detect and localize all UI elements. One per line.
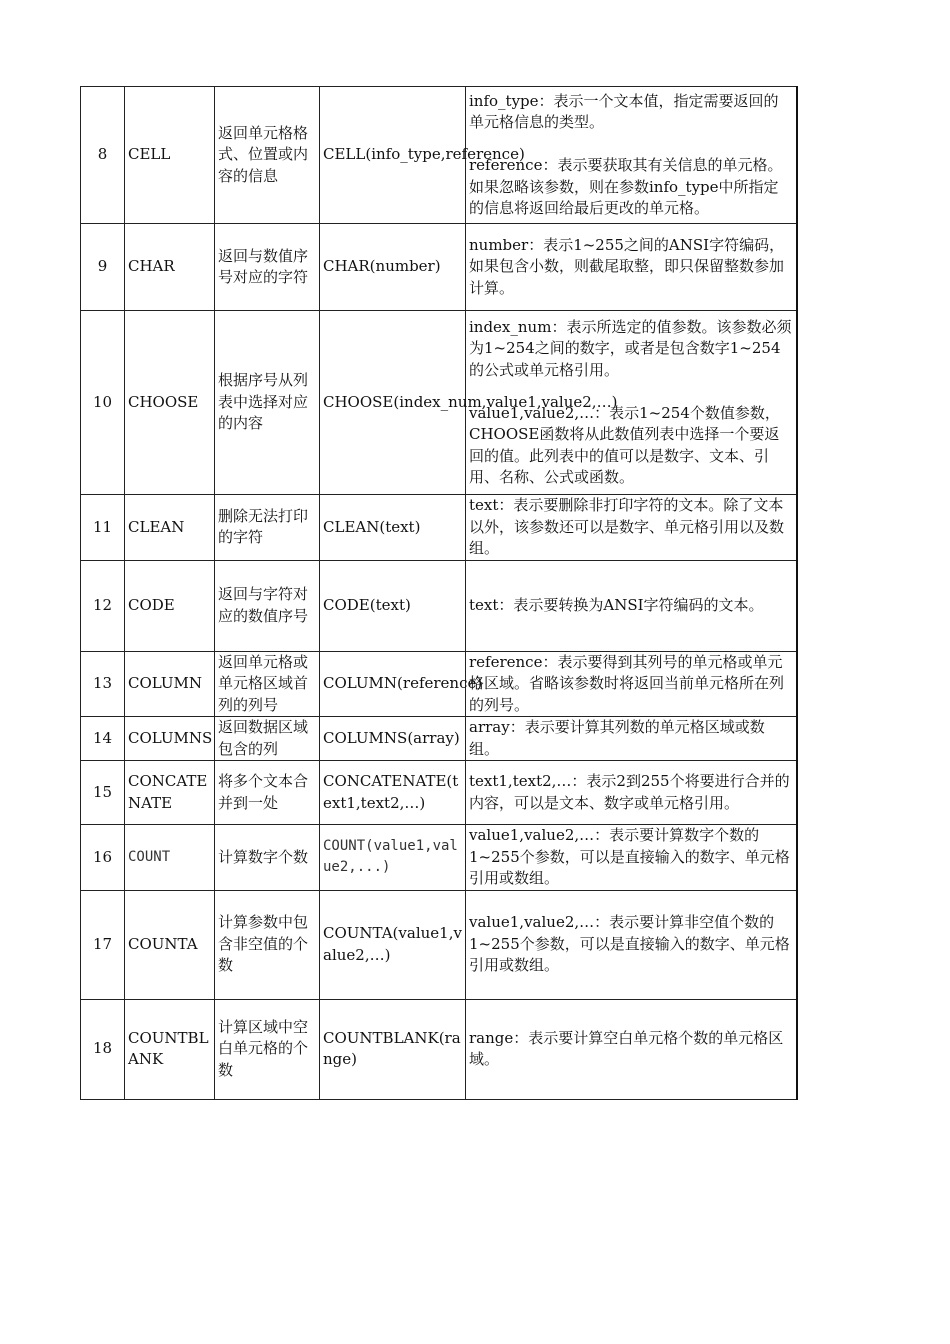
row-number: 11 xyxy=(81,495,125,561)
function-description: number：表示1~255之间的ANSI字符编码，如果包含小数，则截尾取整，即只保留整数参加计算。 xyxy=(466,224,797,311)
function-syntax: CHAR(number) xyxy=(320,224,466,311)
function-description: value1,value2,…：表示要计算数字个数的1~255个参数，可以是直接输入的数字、单元格引用或数组。 xyxy=(466,825,797,891)
function-syntax: COUNTBLANK(range) xyxy=(320,999,466,1099)
function-purpose: 将多个文本合并到一处 xyxy=(215,761,320,825)
function-purpose: 返回单元格格式、位置或内容的信息 xyxy=(215,87,320,224)
row-number: 15 xyxy=(81,761,125,825)
function-purpose: 返回单元格或单元格区域首列的列号 xyxy=(215,651,320,717)
function-description: text：表示要转换为ANSI字符编码的文本。 xyxy=(466,560,797,651)
function-name: COLUMNS xyxy=(125,717,215,761)
function-name: COUNTA xyxy=(125,890,215,999)
table-row xyxy=(81,311,797,495)
row-number: 8 xyxy=(81,87,125,224)
function-syntax: CONCATENATE(text1,text2,…) xyxy=(320,761,466,825)
table-row xyxy=(81,717,797,761)
table-row xyxy=(81,224,797,311)
function-syntax: CHOOSE(index_num,value1,value2,…) xyxy=(320,311,466,495)
function-name: COUNTBLANK xyxy=(125,999,215,1099)
table-row xyxy=(81,495,797,561)
function-name: COLUMN xyxy=(125,651,215,717)
table-row xyxy=(81,87,797,224)
function-syntax: CELL(info_type,reference) xyxy=(320,87,466,224)
row-number: 10 xyxy=(81,311,125,495)
function-description: range：表示要计算空白单元格个数的单元格区域。 xyxy=(466,999,797,1099)
function-name: CONCATENATE xyxy=(125,761,215,825)
function-name: CELL xyxy=(125,87,215,224)
function-description: reference：表示要得到其列号的单元格或单元格区域。省略该参数时将返回当前单元格所在列的列号。 xyxy=(466,651,797,717)
function-syntax: CLEAN(text) xyxy=(320,495,466,561)
function-name: CHAR xyxy=(125,224,215,311)
function-description: value1,value2,…：表示要计算非空值个数的1~255个参数，可以是直接输入的数字、单元格引用或数组。 xyxy=(466,890,797,999)
function-purpose: 返回数据区域包含的列 xyxy=(215,717,320,761)
function-purpose: 计算区域中空白单元格的个数 xyxy=(215,999,320,1099)
table-row xyxy=(81,999,797,1099)
table-row xyxy=(81,825,797,891)
row-number: 18 xyxy=(81,999,125,1099)
table-row xyxy=(81,560,797,651)
function-description: text：表示要删除非打印字符的文本。除了文本以外，该参数还可以是数字、单元格引用以及数组。 xyxy=(466,495,797,561)
function-purpose: 计算数字个数 xyxy=(215,825,320,891)
function-table xyxy=(80,86,798,1100)
table-row xyxy=(81,761,797,825)
table-row xyxy=(81,651,797,717)
function-purpose: 根据序号从列表中选择对应的内容 xyxy=(215,311,320,495)
table-row xyxy=(81,890,797,999)
row-number: 9 xyxy=(81,224,125,311)
function-description: text1,text2,…：表示2到255个将要进行合并的内容，可以是文本、数字或单元格引用。 xyxy=(466,761,797,825)
function-purpose: 返回与数值序号对应的字符 xyxy=(215,224,320,311)
function-syntax: COLUMN(reference) xyxy=(320,651,466,717)
row-number: 13 xyxy=(81,651,125,717)
function-purpose: 删除无法打印的字符 xyxy=(215,495,320,561)
row-number: 14 xyxy=(81,717,125,761)
row-number: 17 xyxy=(81,890,125,999)
function-purpose: 返回与字符对应的数值序号 xyxy=(215,560,320,651)
function-syntax: CODE(text) xyxy=(320,560,466,651)
function-name: CODE xyxy=(125,560,215,651)
row-number: 16 xyxy=(81,825,125,891)
function-syntax: COUNT(value1,value2,...) xyxy=(320,825,466,891)
function-syntax: COLUMNS(array) xyxy=(320,717,466,761)
function-description: index_num：表示所选定的值参数。该参数必须为1~254之间的数字，或者是包含数字1~254的公式或单元格引用。 value1,value2,…：表示1~254个数值参数，CHOOSE函数将从此数值列表中选择一个要返回的值。此列表中的值可以是数字、文本、引用、名称、公式或函数。 xyxy=(466,311,797,495)
row-number: 12 xyxy=(81,560,125,651)
function-description: array：表示要计算其列数的单元格区域或数组。 xyxy=(466,717,797,761)
function-name: COUNT xyxy=(125,825,215,891)
function-syntax: COUNTA(value1,value2,…) xyxy=(320,890,466,999)
function-description: info_type：表示一个文本值，指定需要返回的单元格信息的类型。 reference：表示要获取其有关信息的单元格。如果忽略该参数，则在参数info_type中所指定的信息将返回给最后更改的单元格。 xyxy=(466,87,797,224)
function-name: CLEAN xyxy=(125,495,215,561)
function-purpose: 计算参数中包含非空值的个数 xyxy=(215,890,320,999)
function-name: CHOOSE xyxy=(125,311,215,495)
